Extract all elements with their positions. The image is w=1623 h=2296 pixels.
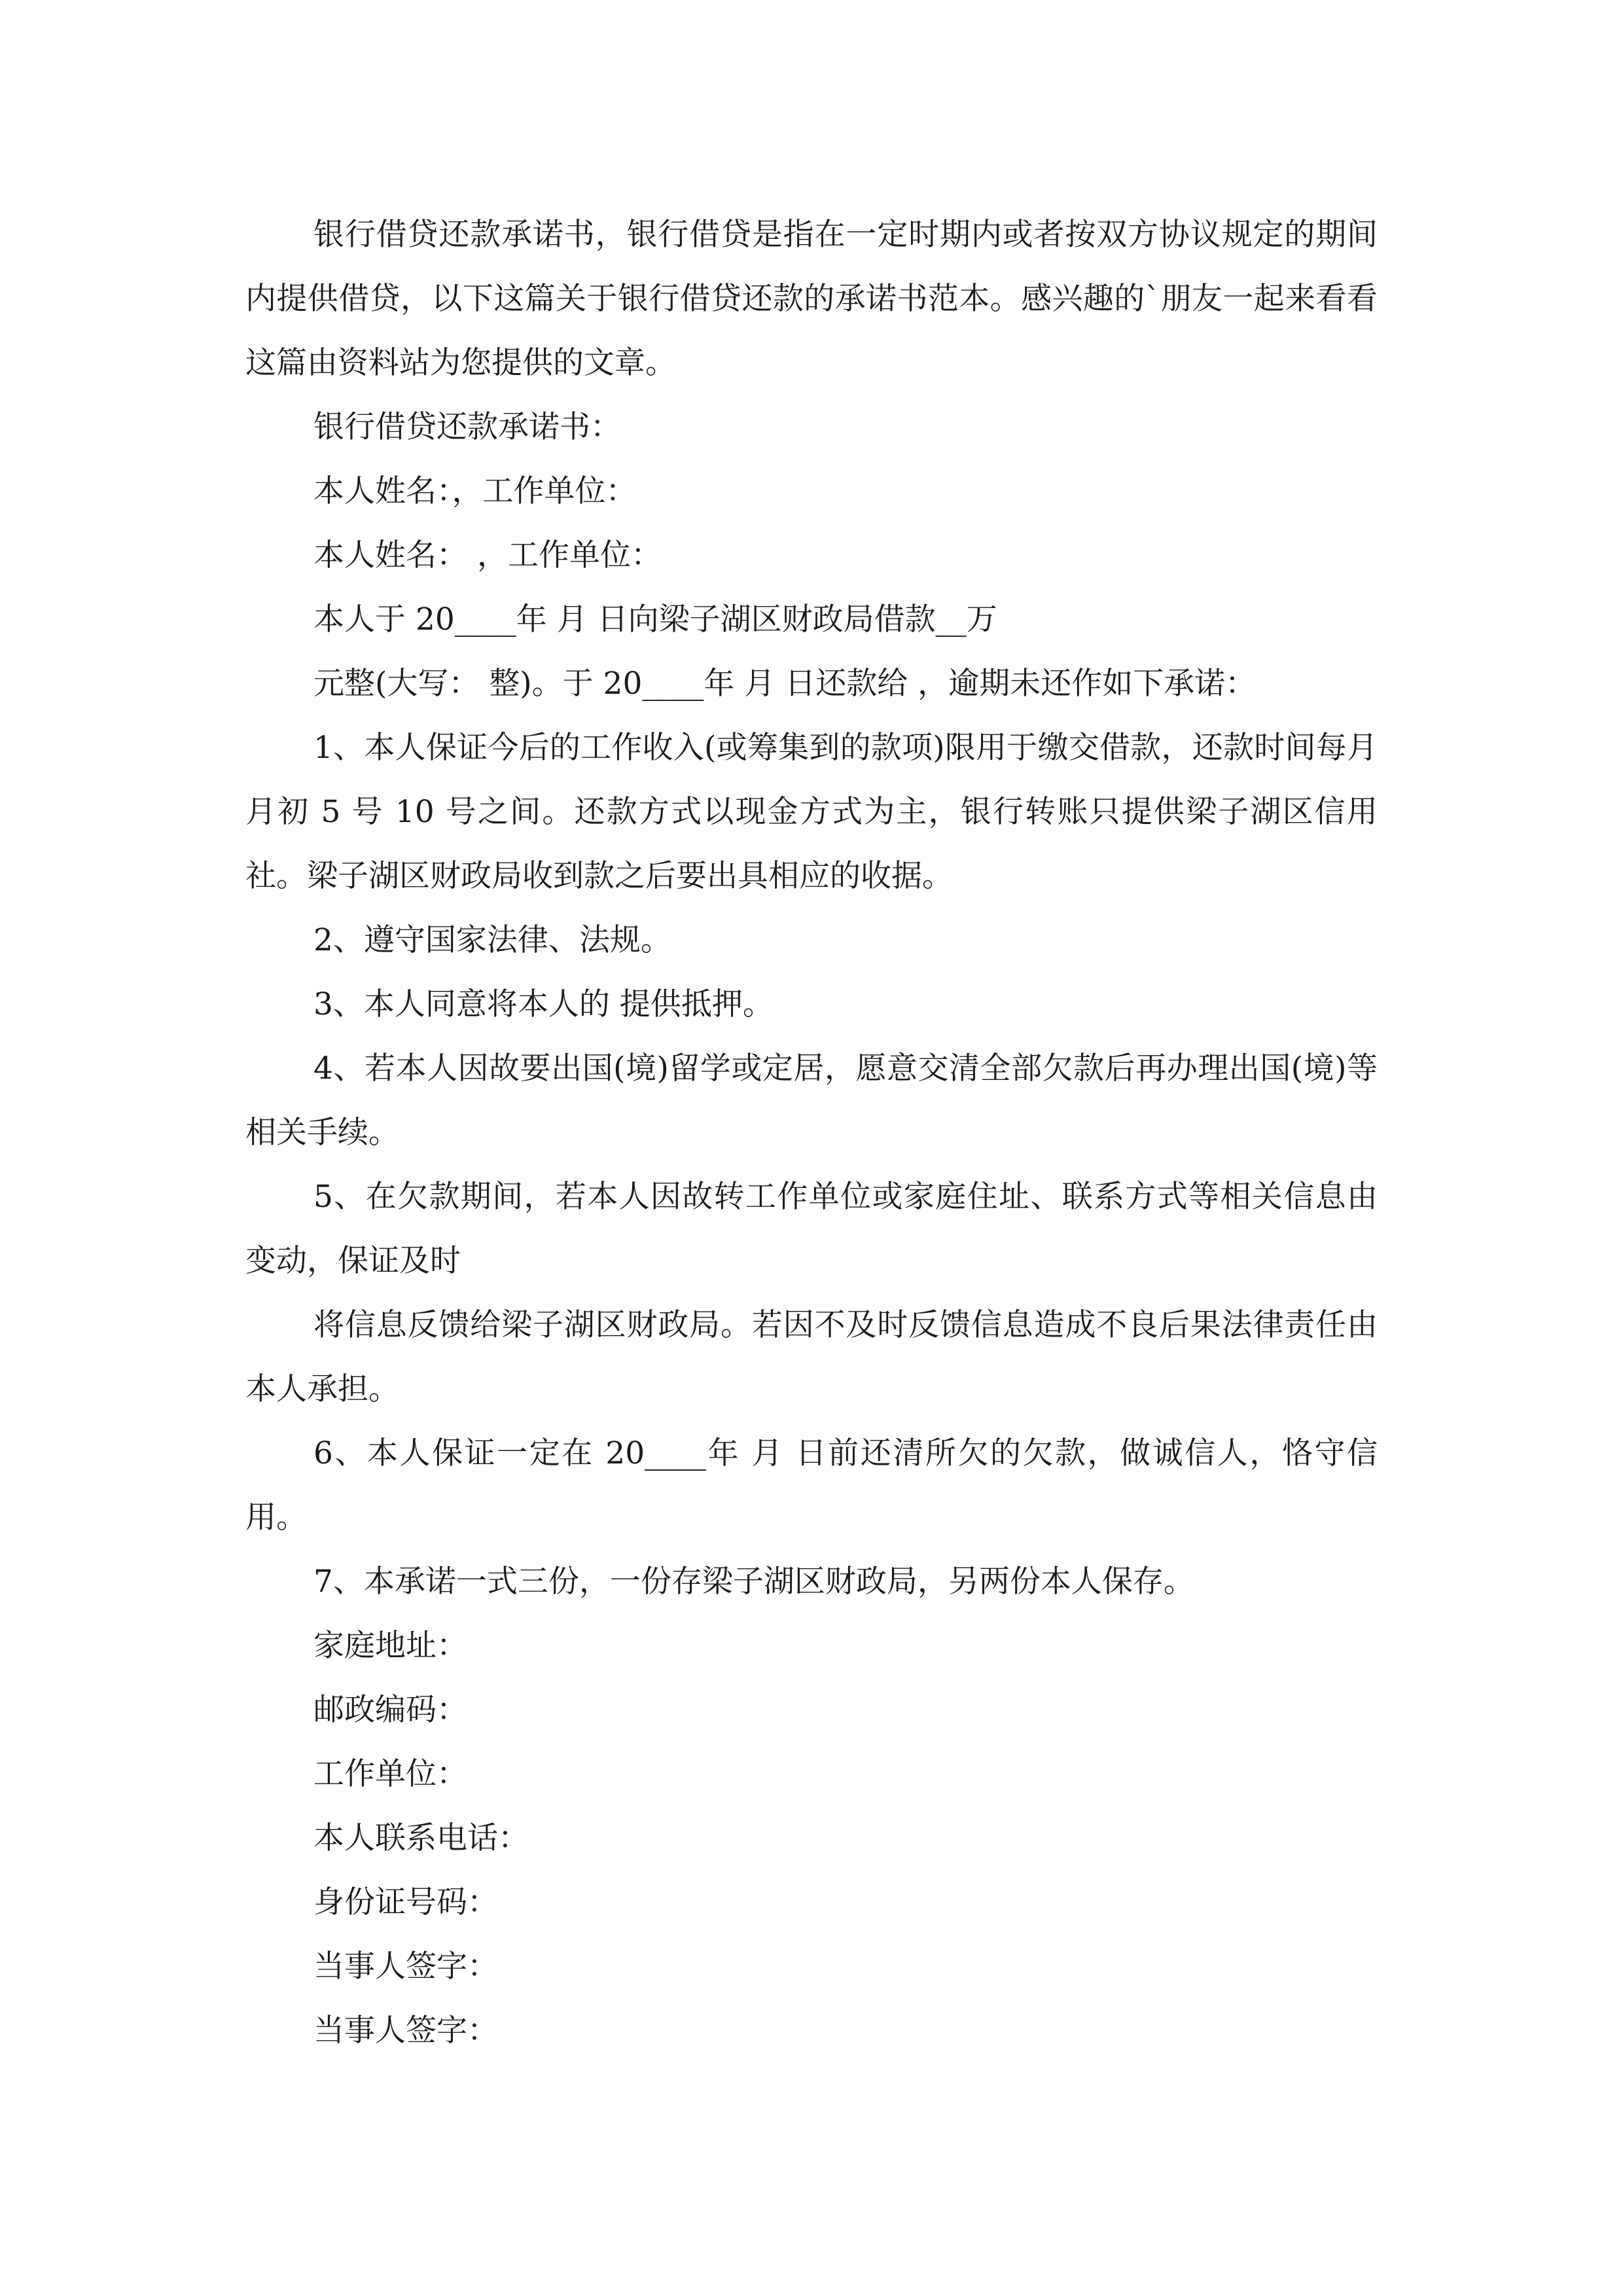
name-line-1: 本人姓名：，工作单位： <box>313 473 637 509</box>
signature-label-2: 当事人签字： <box>313 2013 498 2049</box>
loan-line-1: 本人于 20____年 月 日向梁子湖区财政局借款__万 <box>313 601 997 637</box>
document-heading: 银行借贷还款承诺书： <box>313 409 621 445</box>
postal-code-label: 邮政编码： <box>313 1692 467 1728</box>
phone-label: 本人联系电话： <box>313 1820 529 1856</box>
promise-item-4: 4、若本人因故要出国(境)留学或定居，愿意交清全部欠款后再办理出国(境)等相关手续。 <box>245 1050 1378 1151</box>
promise-item-3: 3、本人同意将本人的 提供抵押。 <box>313 986 774 1022</box>
promise-item-6: 6、本人保证一定在 20____年 月 日前还清所欠的欠款，做诚信人，恪守信用。 <box>245 1435 1378 1535</box>
promise-item-5b: 将信息反馈给梁子湖区财政局。若因不及时反馈信息造成不良后果法律责任由本人承担。 <box>245 1307 1378 1407</box>
document-body <box>245 203 1378 2063</box>
promise-item-7: 7、本承诺一式三份，一份存梁子湖区财政局，另两份本人保存。 <box>313 1564 1194 1600</box>
promise-item-2: 2、遵守国家法律、法规。 <box>313 922 671 958</box>
promise-item-5a: 5、在欠款期间，若本人因故转工作单位或家庭住址、联系方式等相关信息由变动，保证及时 <box>245 1179 1378 1279</box>
intro-paragraph: 银行借贷还款承诺书，银行借贷是指在一定时期内或者按双方协议规定的期间内提供借贷，以下这篇关于银行借贷还款的承诺书范本。感兴趣的`朋友一起来看看这篇由资料站为您提供的文章。 <box>245 217 1378 381</box>
id-number-label: 身份证号码： <box>313 1884 498 1920</box>
name-line-2: 本人姓名： ，工作单位： <box>313 537 662 573</box>
loan-line-2: 元整(大写： 整)。于 20____年 月 日还款给 ，逾期未还作如下承诺： <box>313 666 1257 702</box>
home-address-label: 家庭地址： <box>313 1628 467 1664</box>
promise-item-1: 1、本人保证今后的工作收入(或筹集到的款项)限用于缴交借款，还款时间每月月初 5 号 10 号之间。还款方式以现金方式为主，银行转账只提供梁子湖区信用社。梁子湖区财政局收到款之后要出具相应的收据。 <box>245 730 1378 894</box>
work-unit-label: 工作单位： <box>313 1756 467 1792</box>
signature-label-1: 当事人签字： <box>313 1948 498 1984</box>
